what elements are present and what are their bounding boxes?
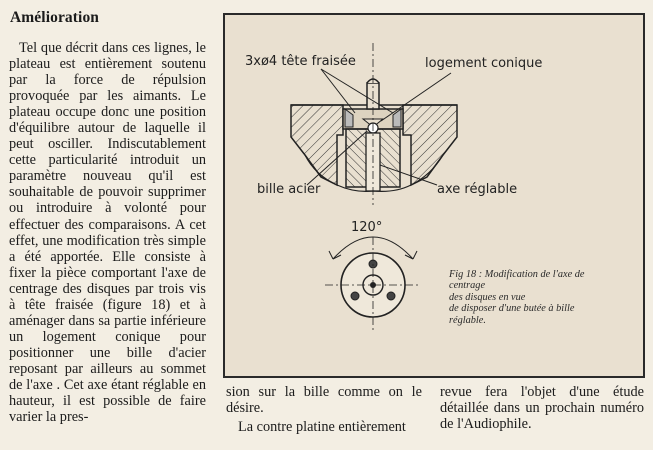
- middle-column: [226, 384, 422, 435]
- label-angle: 120°: [351, 220, 383, 235]
- label-adjustable-axis: axe réglable: [437, 182, 518, 197]
- left-column-text: Tel que décrit dans ces lignes, le plateau est entièrement soutenu par la force de répulsion provoquée par les aimants. Le plateau occupe donc une position d'équilibre autour de laquelle il peut osciller. Indiscutablement cette particularité introduit un paramètre nouveau qu'il est souhaitable de pouvoir supprimer ou introduire à volonté pour effectuer des comparaisons. A cet effet, une modification très simple a été apportée. Elle consiste à fixer la pièce comportant l'axe de centrage des disques par trois vis à tête fraisée (figure 18) et à aménager dans sa partie inférieure un logement conique pour positionner une bille d'acier reposant par ailleurs au sommet de l'axe . Cet axe étant réglable en hauteur, il est possible de faire varier la pres-: [9, 40, 206, 426]
- caption-line: Fig 18 : Modification de l'axe de: [449, 269, 585, 280]
- right-column-text: revue fera l'objet d'une étude détaillée dans un prochain numéro de l'Audiophile.: [440, 384, 644, 433]
- label-screws: 3xø4 tête fraisée: [245, 54, 356, 69]
- middle-column-paragraph-1: sion sur la bille comme on le désire.: [226, 384, 422, 417]
- caption-line: réglable.: [449, 314, 486, 326]
- caption-line: de disposer d'une butée à bille: [449, 303, 575, 315]
- top-view: [325, 220, 421, 333]
- caption-line: centrage: [449, 280, 486, 292]
- middle-column-paragraph-2: La contre platine entièrement: [238, 419, 406, 436]
- figure-caption: [449, 269, 634, 326]
- caption-line: des disques en vue: [449, 291, 526, 303]
- label-conical-seat: logement conique: [425, 56, 543, 71]
- label-steel-ball: bille acier: [257, 182, 321, 197]
- article-heading: Amélioration: [10, 9, 100, 26]
